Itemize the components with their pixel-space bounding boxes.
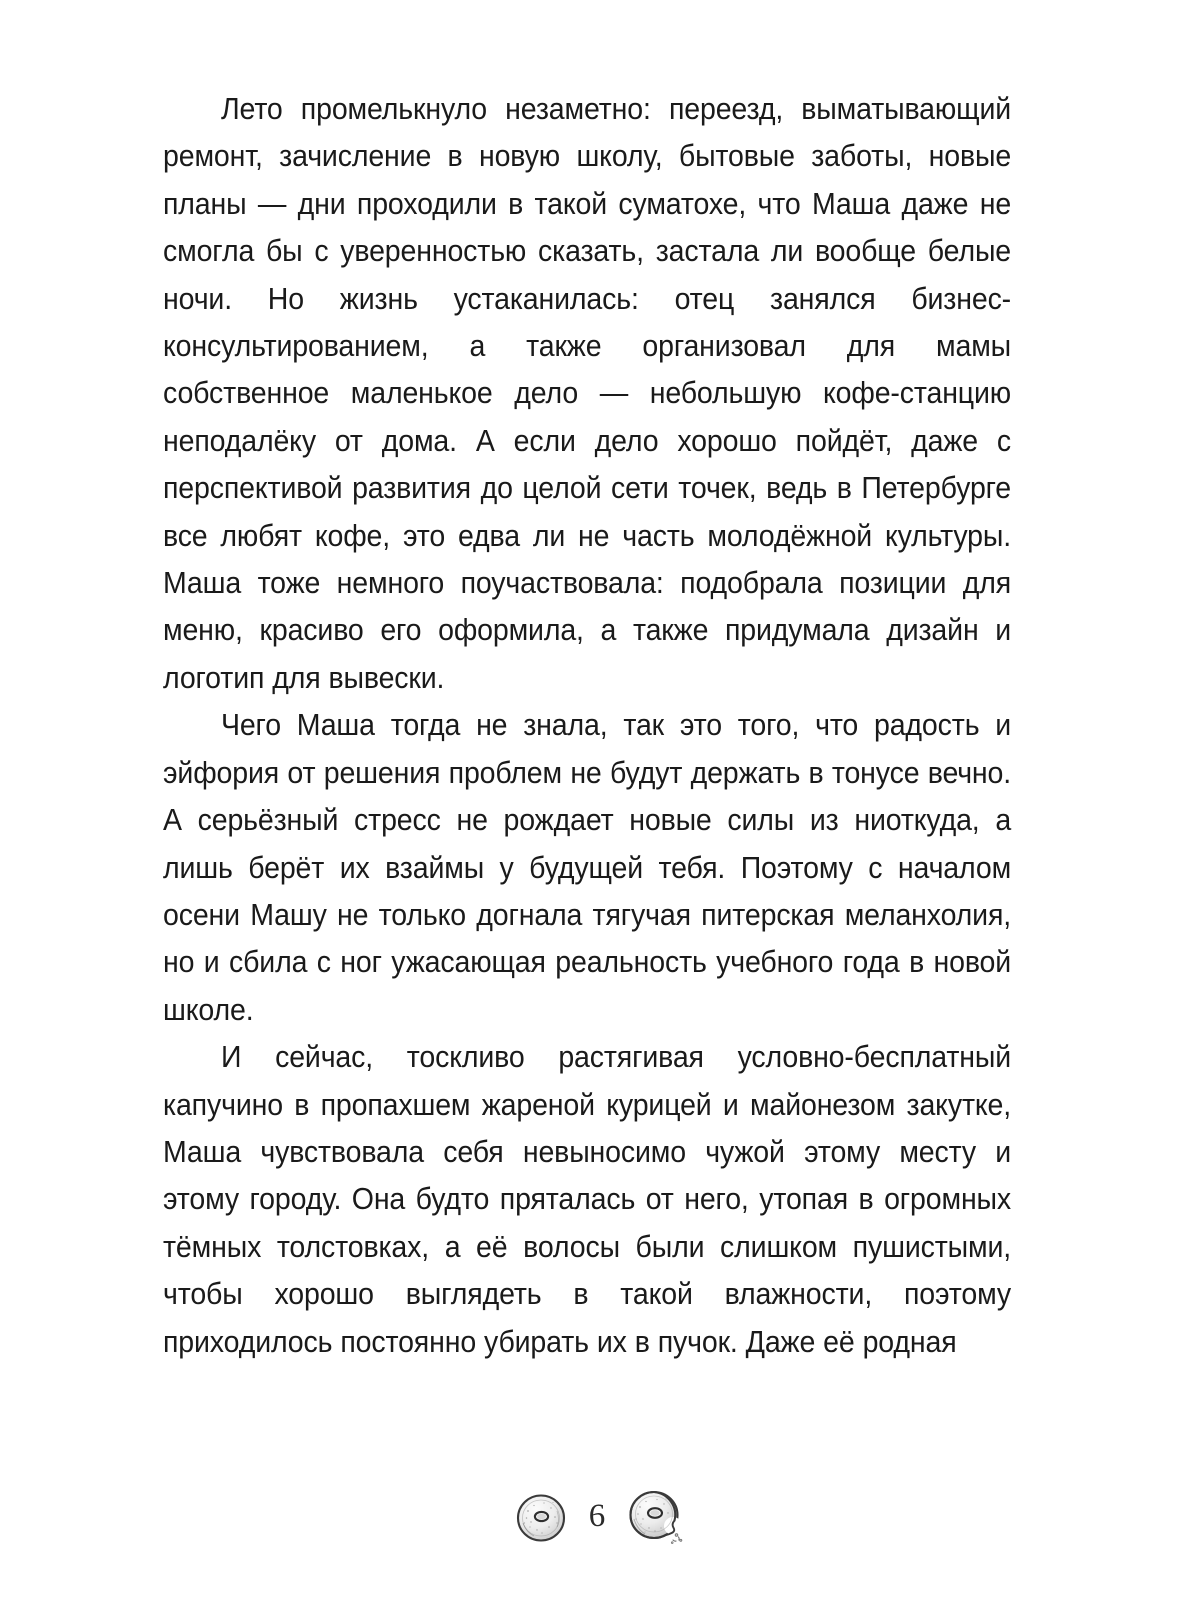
- paragraph-3: И сейчас, тоскливо растягивая условно-бесплатный капучино в пропахшем жареной курицей и майонезом закутке, Маша чувствовала себя невыносимо чужой этому месту и этому городу. Она будто пряталась от него, утопая в огромных тёмных толстовках, а её волосы были слишком пушистыми, чтобы хорошо выглядеть в такой влажности, поэтому приходилось постоянно убирать их в пучок. Даже её родная: [163, 1040, 1012, 1359]
- page-body-text: [163, 86, 1011, 1366]
- donut-icon: [513, 1489, 569, 1545]
- bitten-donut-icon: [625, 1486, 687, 1548]
- paragraph-2: Чего Маша тогда не знала, так это того, что радость и эйфория от решения проблем не будут держать в тонусе вечно. А серьёзный стресс не рождает новые силы из ниоткуда, а лишь берёт их взаймы у будущей тебя. Поэтому с началом осени Машу не только догнала тягучая питерская меланхолия, но и сбила с ног ужасающая реальность учебного года в новой школе.: [163, 708, 1012, 1027]
- page-footer: [0, 1486, 1200, 1548]
- page-number: 6: [588, 1497, 606, 1534]
- paragraph-1: Лето промелькнуло незаметно: переезд, выматывающий ремонт, зачисление в новую школу, бытовые заботы, новые планы — дни проходили в такой суматохе, что Маша даже не смогла бы с уверенностью сказать, застала ли вообще белые ночи. Но жизнь устаканилась: отец занялся бизнес-консультированием, а также организовал для мамы собственное маленькое дело — небольшую кофе-станцию неподалёку от дома. А если дело хорошо пойдёт, даже с перспективой развития до целой сети точек, ведь в Петербурге все любят кофе, это едва ли не часть молодёжной культуры. Маша тоже немного поучаствовала: подобрала позиции для меню, красиво его оформила, а также придумала дизайн и логотип для вывески.: [163, 92, 1012, 695]
